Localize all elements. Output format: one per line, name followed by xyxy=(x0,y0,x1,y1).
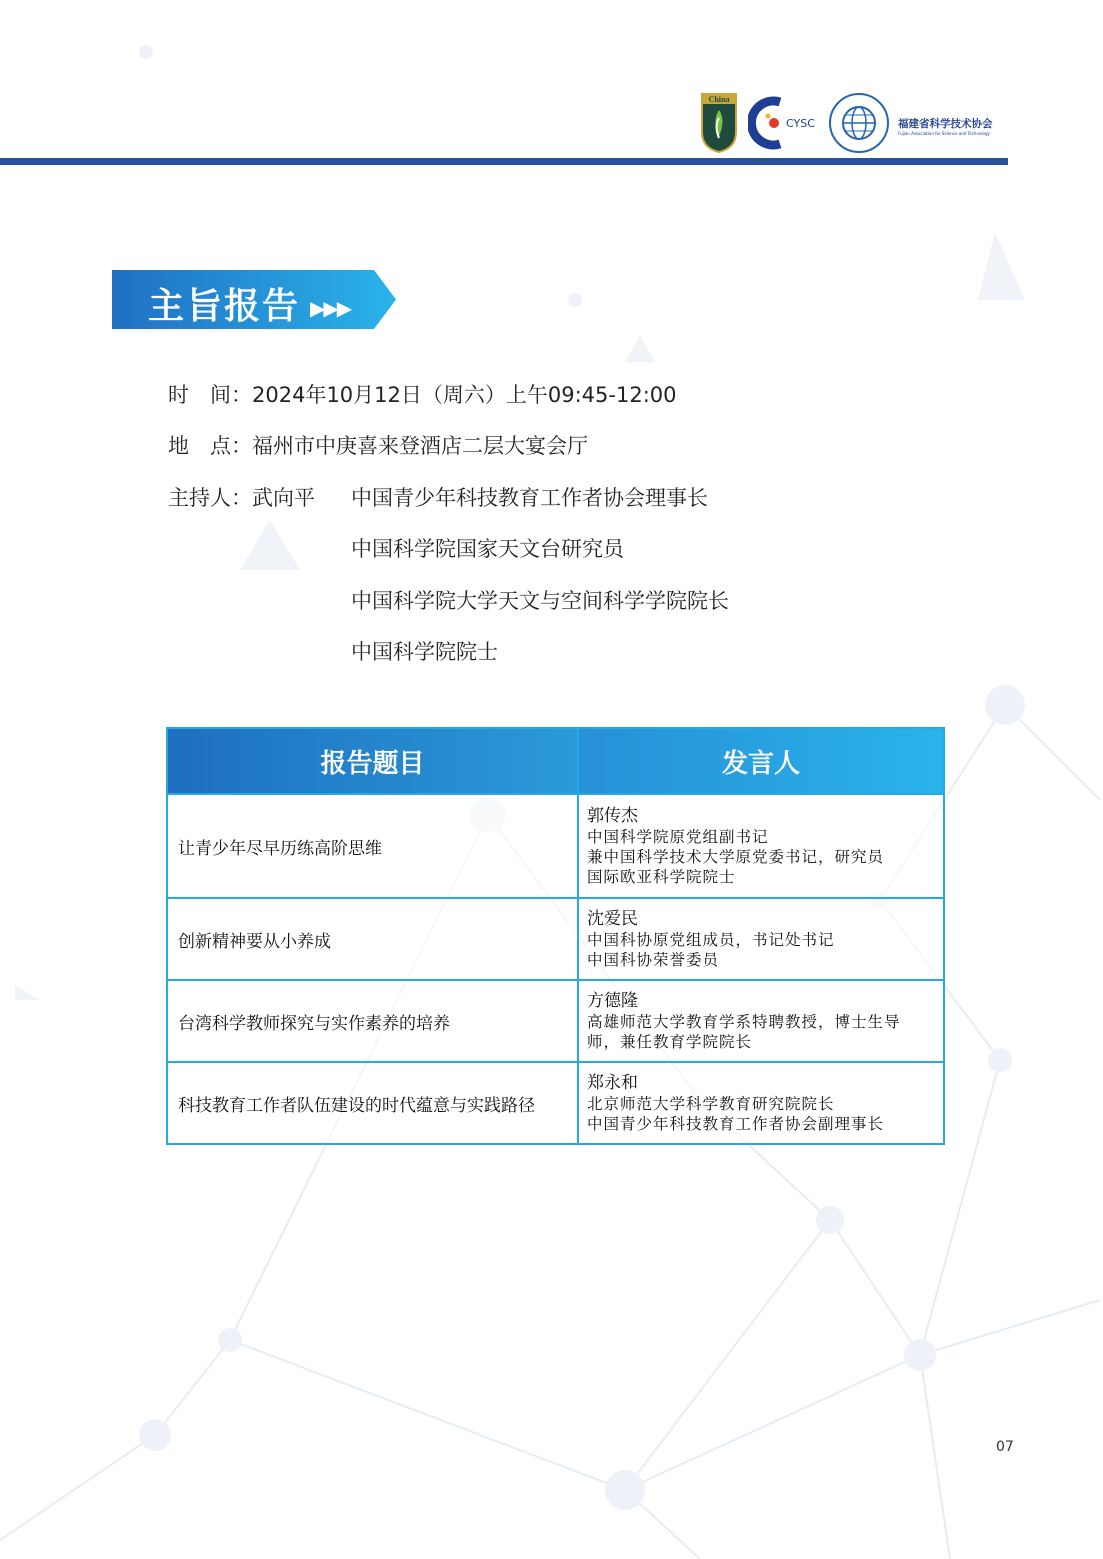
table-row xyxy=(167,1062,944,1144)
host-title-0: 中国青少年科技教育工作者协会理事长 xyxy=(351,486,708,510)
speaker-name: 郑永和 xyxy=(587,1072,638,1093)
row-speaker xyxy=(578,1062,944,1144)
row-speaker xyxy=(578,980,944,1062)
info-place xyxy=(168,430,588,460)
row-topic: 让青少年尽早历练高阶思维 xyxy=(167,794,578,898)
time-label: 时 间： xyxy=(168,383,252,407)
row-speaker xyxy=(578,898,944,980)
header-topic: 报告题目 xyxy=(167,728,578,794)
table-row xyxy=(167,794,944,898)
table-header-row xyxy=(167,728,944,794)
header-speaker: 发言人 xyxy=(578,728,944,794)
fast-logo-en: Fujian Association for Science and Technology xyxy=(898,131,990,136)
speaker-role: 高雄师范大学教育学系特聘教授，博士生导 xyxy=(587,1012,901,1031)
fast-logo-text xyxy=(898,116,1008,136)
host-title-3: 中国科学院院士 xyxy=(351,640,498,664)
row-topic: 台湾科学教师探究与实作素养的培养 xyxy=(167,980,578,1062)
info-host xyxy=(168,482,315,512)
section-title-text: 主旨报告 xyxy=(148,286,301,327)
speaker-role: 兼中国科学技术大学原党委书记，研究员 xyxy=(587,847,885,866)
table-row xyxy=(167,898,944,980)
speaker-name: 方德隆 xyxy=(587,990,638,1011)
speaker-role: 中国科学院原党组副书记 xyxy=(587,827,769,846)
speaker-role: 中国科协荣誉委员 xyxy=(587,950,720,969)
china-shield-logo xyxy=(700,92,738,154)
speaker-role: 中国科协原党组成员，书记处书记 xyxy=(587,930,835,949)
speaker-role: 北京师范大学科学教育研究院院长 xyxy=(587,1094,835,1113)
place-value: 福州市中庚喜来登酒店二层大宴会厅 xyxy=(252,434,588,458)
cysc-logo-text: CYSC xyxy=(786,117,815,130)
time-value: 2024年10月12日（周六）上午09:45-12:00 xyxy=(252,383,677,407)
section-title xyxy=(148,278,350,329)
speaker-name: 沈爱民 xyxy=(587,908,638,929)
table-row xyxy=(167,980,944,1062)
info-time xyxy=(168,379,677,409)
host-title-1: 中国科学院国家天文台研究员 xyxy=(351,537,624,561)
host-title-2: 中国科学院大学天文与空间科学学院院长 xyxy=(351,589,729,613)
host-label: 主持人： xyxy=(168,486,252,510)
speaker-role: 国际欧亚科学院院士 xyxy=(587,867,736,886)
fast-emblem-logo xyxy=(828,92,890,154)
header-divider xyxy=(0,158,1008,165)
speaker-role: 中国青少年科技教育工作者协会副理事长 xyxy=(587,1114,885,1133)
host-name: 武向平 xyxy=(252,486,315,510)
speaker-role: 师，兼任教育学院院长 xyxy=(587,1032,753,1051)
row-topic: 科技教育工作者队伍建设的时代蕴意与实践路径 xyxy=(167,1062,578,1144)
place-label: 地 点： xyxy=(168,434,252,458)
report-table xyxy=(166,727,945,1144)
page-number: 07 xyxy=(996,1439,1014,1455)
speaker-name: 郭传杰 xyxy=(587,805,638,826)
china-logo-text: China xyxy=(708,95,730,104)
fast-logo-cn: 福建省科学技术协会 xyxy=(898,118,993,130)
cysc-logo xyxy=(748,94,824,152)
section-arrows-icon: ▶▶▶ xyxy=(310,296,351,320)
row-topic: 创新精神要从小养成 xyxy=(167,898,578,980)
row-speaker xyxy=(578,794,944,898)
